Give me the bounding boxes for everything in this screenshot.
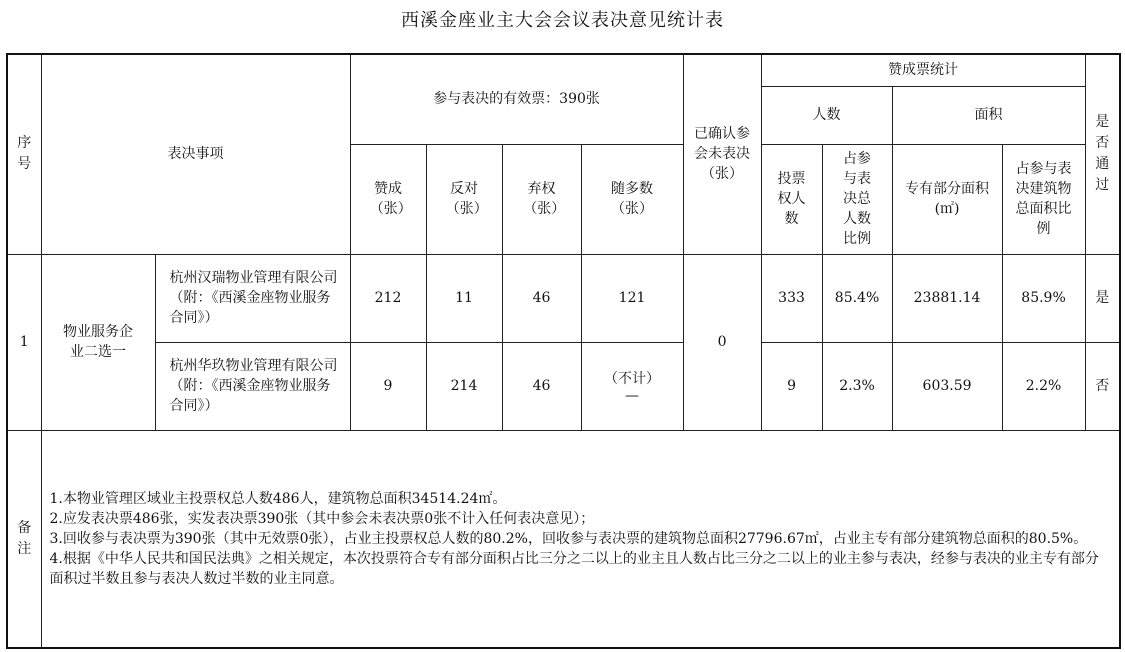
header-area: 面积 — [892, 86, 1085, 144]
vote-statistics-table — [6, 53, 1121, 649]
header-confirmed-not-voted — [683, 54, 761, 254]
row2-voters-ratio: 2.3% — [822, 342, 892, 430]
header-voters-ratio — [822, 144, 892, 254]
row1-passed: 是 — [1085, 254, 1120, 342]
header-passed-label: 是否通过 — [1095, 114, 1110, 194]
header-valid-votes: 参与表决的有效票：390张 — [350, 54, 683, 144]
remark-line: 1.本物业管理区域业主投票权总人数486人，建筑物总面积34514.24㎡。 — [49, 490, 507, 507]
company-option-2: 杭州华玖物业管理有限公司（附：《西溪金座物业服务合同》） — [155, 342, 350, 430]
item-seq: 1 — [7, 254, 41, 430]
row2-area: 603.59 — [892, 342, 1002, 430]
header-area-ratio — [1002, 144, 1085, 254]
remark-line: 2.应发表决票486张，实发表决票390张（其中参会未表决票0张不计入任何表决意见）； — [49, 510, 595, 527]
header-confirmed-not-voted-label: 已确认参会未表决（张） — [694, 126, 751, 183]
remark-line: 4.根据《中华人民共和国民法典》之相关规定，本次投票符合专有部分面积占比三分之二以上的业主且人数占比三分之二以上的业主参与表决，经参与表决的业主专有部分面积过半数且参与表决人数过半数的业主同意。 — [49, 550, 1099, 587]
row1-voters-ratio: 85.4% — [822, 254, 892, 342]
item-confirmed-not-voted: 0 — [683, 254, 761, 430]
remarks-content — [41, 430, 1120, 648]
header-abstain-label: 弃权（张） — [523, 181, 566, 217]
header-voters-ratio-label: 占参与表决总人数比例 — [843, 151, 872, 247]
header-majority-label: 随多数（张） — [611, 181, 654, 217]
header-voters — [761, 144, 822, 254]
header-people: 人数 — [761, 86, 892, 144]
row1-majority: 121 — [581, 254, 683, 342]
page-title: 西溪金座业主大会会议表决意见统计表 — [401, 10, 724, 31]
row1-abstain: 46 — [502, 254, 581, 342]
row2-abstain: 46 — [502, 342, 581, 430]
row1-oppose: 11 — [426, 254, 502, 342]
row1-area: 23881.14 — [892, 254, 1002, 342]
header-matter: 表决事项 — [41, 54, 350, 254]
row1-approve: 212 — [350, 254, 426, 342]
header-abstain — [502, 144, 581, 254]
row2-majority-dash: — — [625, 388, 640, 404]
header-approve — [350, 144, 426, 254]
header-seq — [7, 54, 41, 254]
row2-approve: 9 — [350, 342, 426, 430]
item-matter-label: 物业服务企业二选一 — [63, 324, 133, 360]
header-passed — [1085, 54, 1120, 254]
header-seq-label: 序号 — [17, 135, 32, 173]
header-oppose — [426, 144, 502, 254]
row2-oppose: 214 — [426, 342, 502, 430]
row2-majority — [581, 342, 683, 430]
row2-area-ratio: 2.2% — [1002, 342, 1085, 430]
remark-line: 3.回收参与表决票为390张（其中无效票0张），占业主投票权总人数的80.2%，回收参与表决票的建筑物总面积27796.67㎡，占业主专有部分建筑物总面积的80.5%。 — [49, 530, 1088, 547]
row1-area-ratio: 85.9% — [1002, 254, 1085, 342]
header-majority — [581, 144, 683, 254]
header-exclusive-area — [892, 144, 1002, 254]
header-oppose-label: 反对（张） — [445, 181, 488, 217]
header-approve-stats: 赞成票统计 — [761, 54, 1085, 86]
header-approve-label: 赞成（张） — [369, 181, 412, 217]
row2-passed: 否 — [1085, 342, 1120, 430]
remarks-label: 备注 — [17, 519, 32, 557]
row1-voters: 333 — [761, 254, 822, 342]
header-exclusive-area-label: 专有部分面积(㎡) — [905, 181, 990, 217]
row2-majority-label: （不计） — [604, 371, 661, 387]
header-voters-label: 投票权人数 — [777, 171, 806, 227]
row2-voters: 9 — [761, 342, 822, 430]
company-option-1: 杭州汉瑞物业管理有限公司（附：《西溪金座物业服务合同》） — [155, 254, 350, 342]
remarks-label-cell — [7, 430, 41, 648]
header-area-ratio-label: 占参与表决建筑物总面积比例 — [1015, 161, 1072, 237]
item-matter — [41, 254, 155, 430]
